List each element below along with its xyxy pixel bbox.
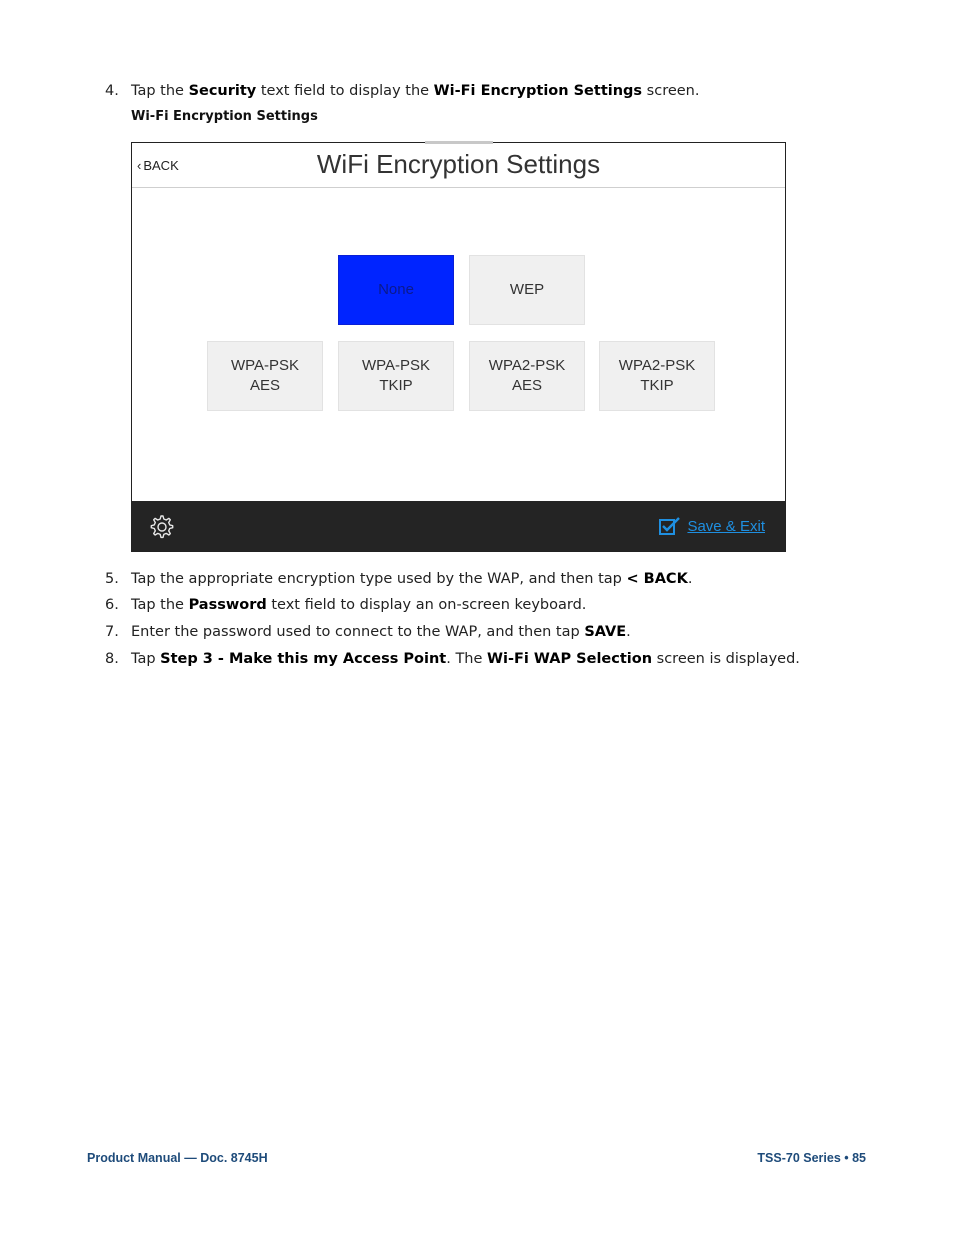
option-wep[interactable]: WEP: [469, 255, 585, 325]
gear-icon[interactable]: [148, 514, 174, 540]
option-wpa2-psk-aes[interactable]: WPA2-PSK AES: [469, 341, 585, 411]
option-wpa-psk-aes[interactable]: WPA-PSK AES: [207, 341, 323, 411]
step-5: 5. Tap the appropriate encryption type used by the WAP, and then tap < BACK.: [105, 571, 693, 587]
screen-title: WiFi Encryption Settings: [316, 149, 601, 179]
chevron-left-icon: ‹: [137, 158, 142, 173]
step-4: 4. Tap the Security text field to display the Wi-Fi Encryption Settings screen.: [105, 83, 700, 99]
step-8: 8. Tap Step 3 - Make this my Access Point. The Wi-Fi WAP Selection screen is displayed.: [105, 651, 800, 667]
screen-header: [132, 143, 785, 188]
option-none[interactable]: None: [338, 255, 454, 325]
step-6: 6. Tap the Password text field to display an on-screen keyboard.: [105, 597, 587, 613]
back-label: BACK: [143, 158, 179, 173]
footer-page-number: TSS-70 Series • 85: [757, 1151, 866, 1165]
save-exit-button[interactable]: [659, 517, 765, 535]
wifi-encryption-screen: [131, 142, 786, 552]
option-wpa2-psk-tkip[interactable]: WPA2-PSK TKIP: [599, 341, 715, 411]
option-wpa-psk-tkip[interactable]: WPA-PSK TKIP: [338, 341, 454, 411]
save-exit-label: Save & Exit: [687, 517, 765, 535]
footer-doc-title: Product Manual — Doc. 8745H: [87, 1151, 268, 1165]
checkbox-check-icon: [659, 517, 681, 535]
step-7: 7. Enter the password used to connect to the WAP, and then tap SAVE.: [105, 624, 631, 640]
screen-footer: [132, 501, 785, 551]
figure-caption: Wi-Fi Encryption Settings: [131, 109, 318, 124]
